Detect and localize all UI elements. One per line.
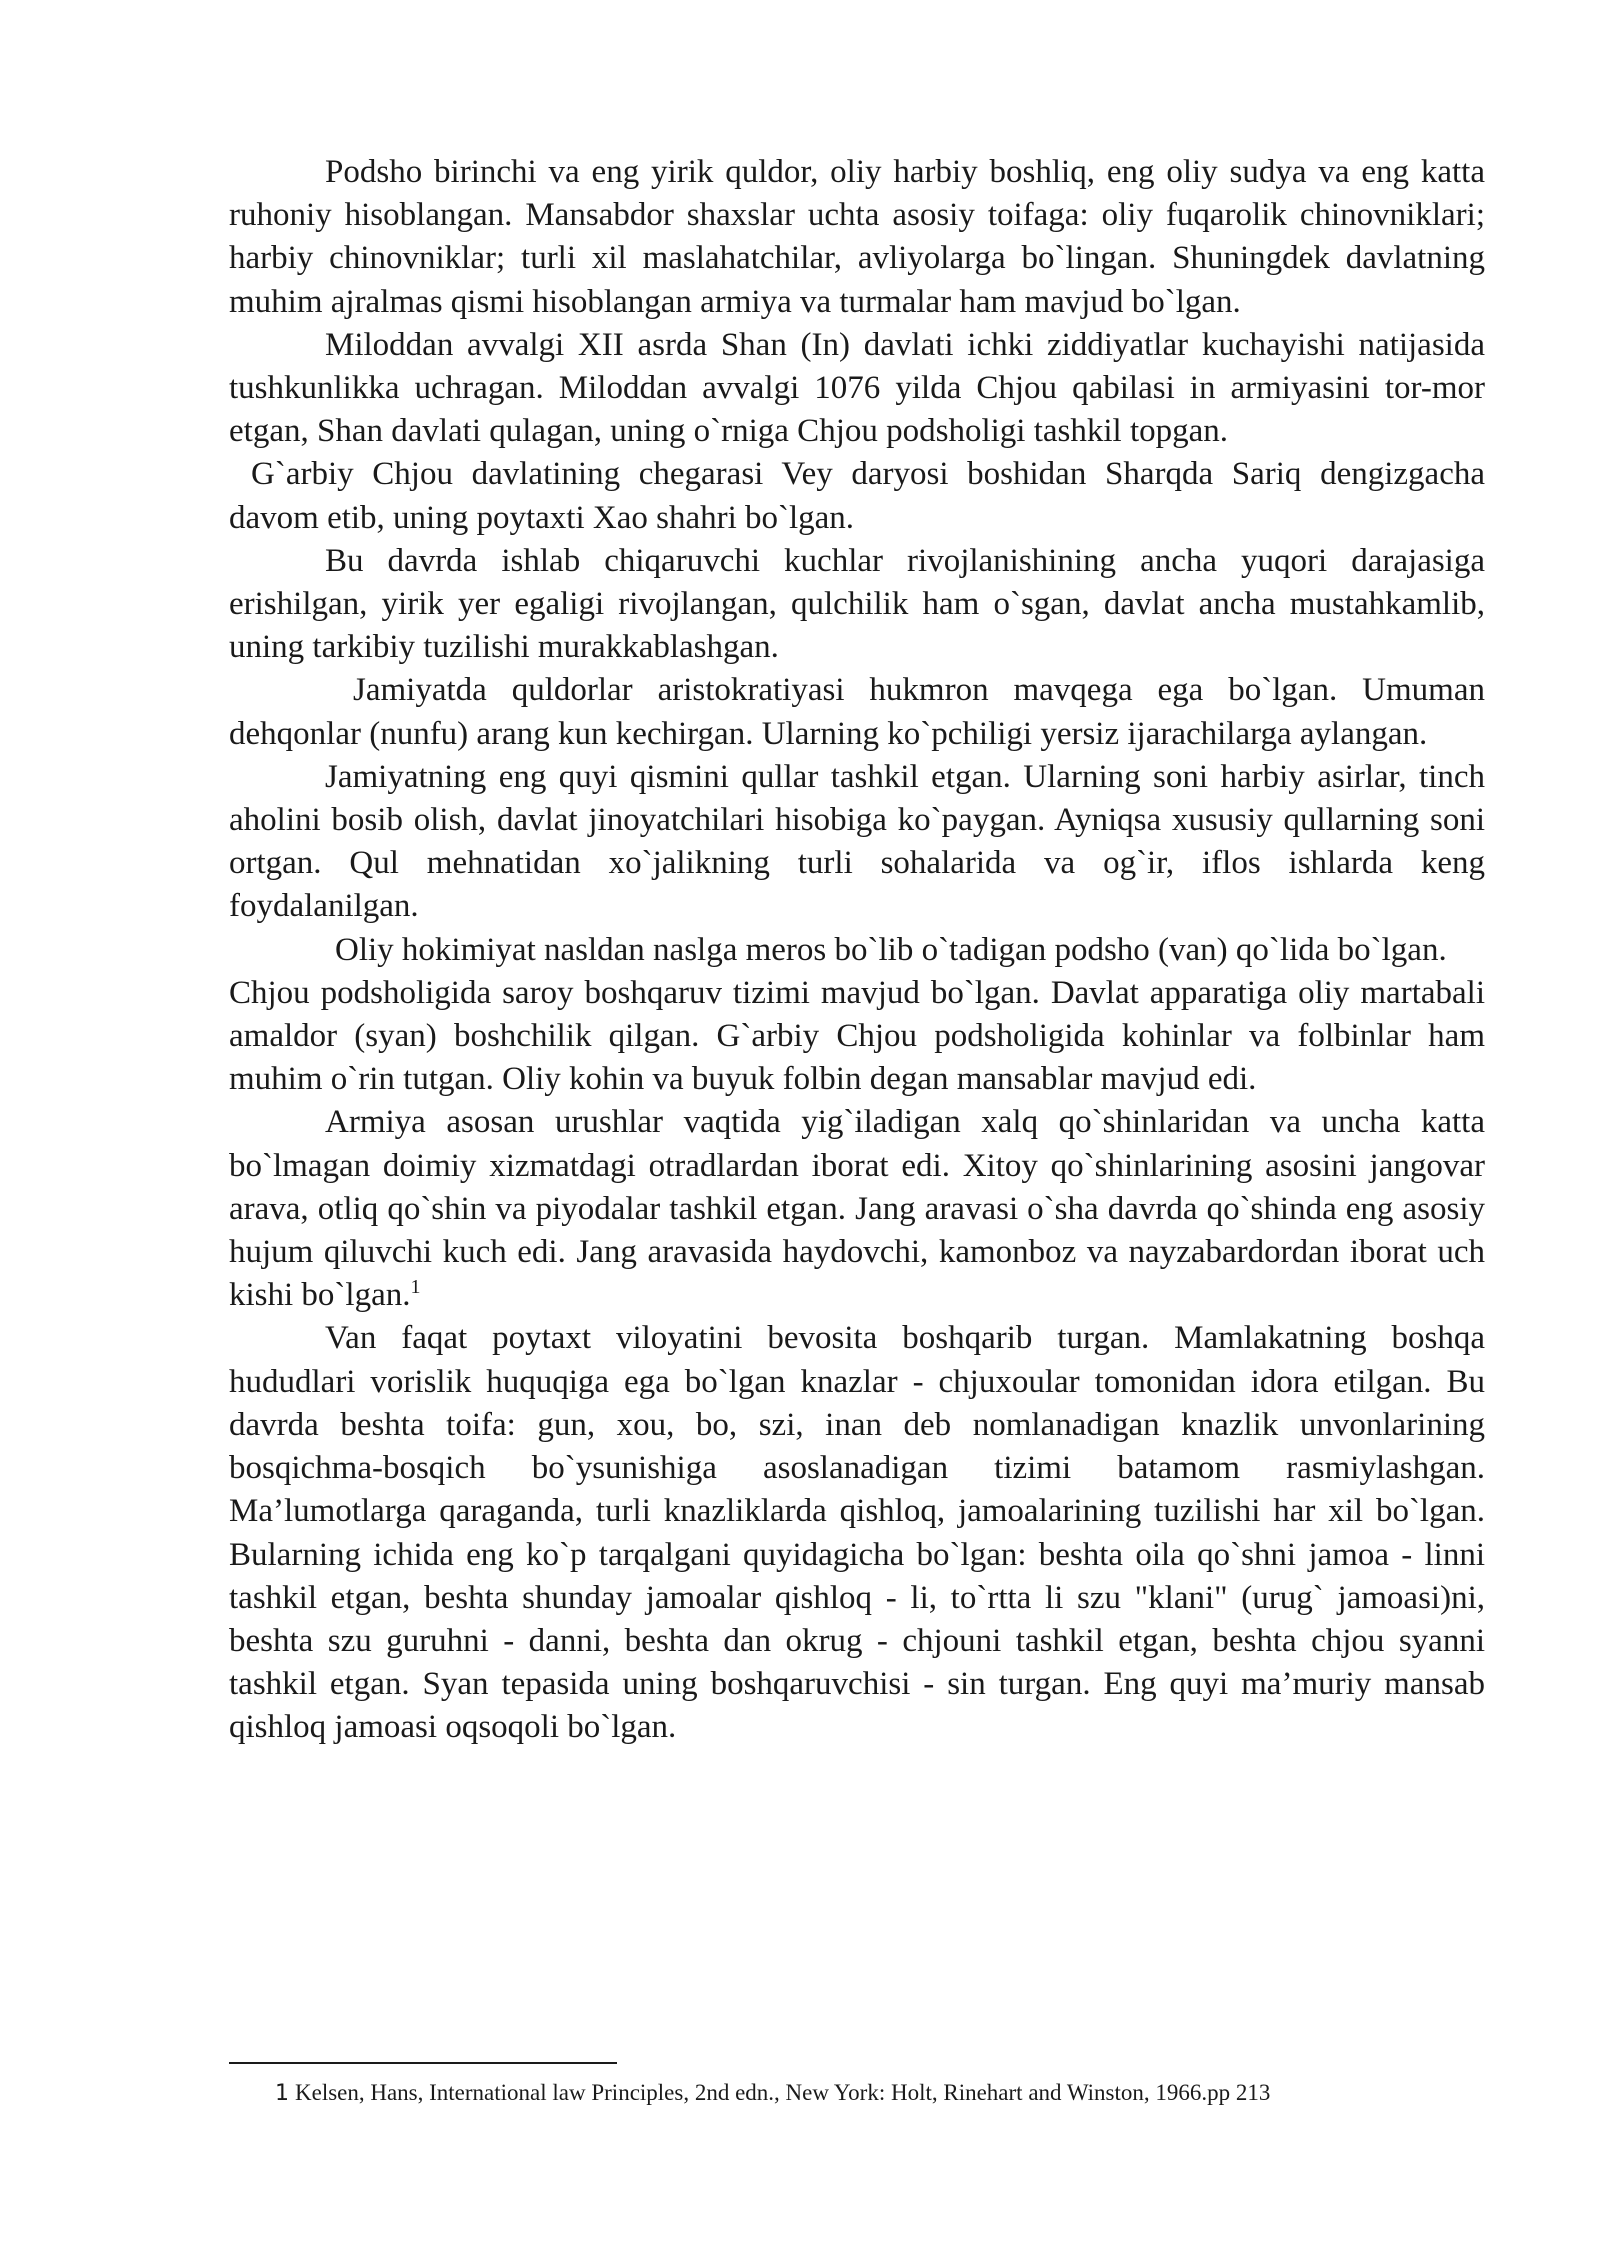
paragraph: Podsho birinchi va eng yirik quldor, oliy harbiy boshliq, eng oliy sudya va eng katta ruhoniy hisoblangan. Mansabdor shaxslar uchta asosiy toifaga: oliy fuqarolik chinovniklari; harbiy chinovniklar; turli xil maslahatchilar, avliyolarga bo`lingan. Shuningdek davlatning muhim ajralmas qismi hisoblangan armiya va turmalar ham mavjud bo`lgan. xyxy=(229,154,1485,320)
paragraph-with-footnote xyxy=(229,1101,1485,1317)
footnote-number: 1 xyxy=(275,2081,289,2106)
paragraph: Bu davrda ishlab chiqaruvchi kuchlar rivojlanishining ancha yuqori darajasiga erishilgan, yirik yer egaligi rivojlangan, qulchilik ham o`sgan, davlat ancha mustahkamlib, uning tarkibiy tuzilishi murakkablashgan. xyxy=(229,542,1485,666)
paragraph: Van faqat poytaxt viloyatini bevosita boshqarib turgan. Mamlakatning boshqa hududlari vorislik huquqiga ega bo`lgan knazlar - chjuxoular tomonidan idora etilgan. Bu davrda beshta toifa: gun, xou, bo, szi, inan deb nomlanadigan knazlik unvonlarining bosqichma-bosqich bo`ysunishiga asoslanadigan tizimi batamom rasmiylashgan. Ma’lumotlarga qaraganda, turli knazliklarda qishloq, jamoalarining tuzilishi har xil bo`lgan. Bularning ichida eng ko`p tarqalgani quyidagicha bo`lgan: beshta oila qo`shni jamoa - linni tashkil etgan, beshta shunday jamoalar qishloq - li, to`rtta li szu "klani" (urug` jamoasi)ni, beshta szu guruhni - danni, beshta dan okrug - chjouni tashkil etgan, beshta chjou syanni tashkil etgan. Syan tepasida uning boshqaruvchisi - sin turgan. Eng quyi ma’muriy mansab qishloq jamoasi oqsoqoli bo`lgan. xyxy=(229,1320,1485,1746)
paragraph: G`arbiy Chjou davlatining chegarasi Vey daryosi boshidan Sharqda Sariq dengizgacha davom etib, uning poytaxti Xao shahri bo`lgan. xyxy=(229,456,1485,536)
footnote xyxy=(275,2078,1475,2109)
paragraph: Chjou podsholigida saroy boshqaruv tizimi mavjud bo`lgan. Davlat apparatiga oliy martabali amaldor (syan) boshchilik qilgan. G`arbiy Chjou podsholigida kohinlar va folbinlar ham muhim o`rin tutgan. Oliy kohin va buyuk folbin degan mansablar mavjud edi. xyxy=(229,974,1485,1098)
footnote-reference[interactable]: 1 xyxy=(410,1276,421,1299)
paragraph-text: Armiya asosan urushlar vaqtida yig`iladigan xalq qo`shinlaridan va uncha katta bo`lmagan doimiy xizmatdagi otradlardan iborat edi. Xitoy qo`shinlarining asosini jangovar arava, otliq qo`shin va piyodalar tashkil etgan. Jang aravasi o`sha davrda qo`shinda eng asosiy hujum qiluvchi kuch edi. Jang aravasida haydovchi, kamonboz va nayzabardordan iborat uch kishi bo`lgan. xyxy=(229,1104,1485,1314)
footnote-text: Kelsen, Hans, International law Principles, 2nd edn., New York: Holt, Rinehart and Winston, 1966.pp 213 xyxy=(295,2080,1271,2105)
body-text xyxy=(229,151,1485,1750)
paragraph: Jamiyatda quldorlar aristokratiyasi hukmron mavqega ega bo`lgan. Umuman dehqonlar (nunfu) arang kun kechirgan. Ularning ko`pchiligi yersiz ijarachilarga aylangan. xyxy=(229,672,1485,752)
footnote-separator xyxy=(229,2062,617,2064)
paragraph: Jamiyatning eng quyi qismini qullar tashkil etgan. Ularning soni harbiy asirlar, tinch aholini bosib olish, davlat jinoyatchilari hisobiga ko`paygan. Ayniqsa xususiy qullarning soni ortgan. Qul mehnatidan xo`jalikning turli sohalarida va og`ir, iflos ishlarda keng foydalanilgan. xyxy=(229,758,1485,925)
paragraph: Oliy hokimiyat nasldan naslga meros bo`lib o`tadigan podsho (van) qo`lida bo`lgan. xyxy=(335,931,1447,968)
paragraph: Miloddan avvalgi XII asrda Shan (In) davlati ichki ziddiyatlar kuchayishi natijasida tushkunlikka uchragan. Miloddan avvalgi 1076 yilda Chjou qabilasi in armiyasini tor-mor etgan, Shan davlati qulagan, uning o`rniga Chjou podsholigi tashkil topgan. xyxy=(229,326,1485,450)
